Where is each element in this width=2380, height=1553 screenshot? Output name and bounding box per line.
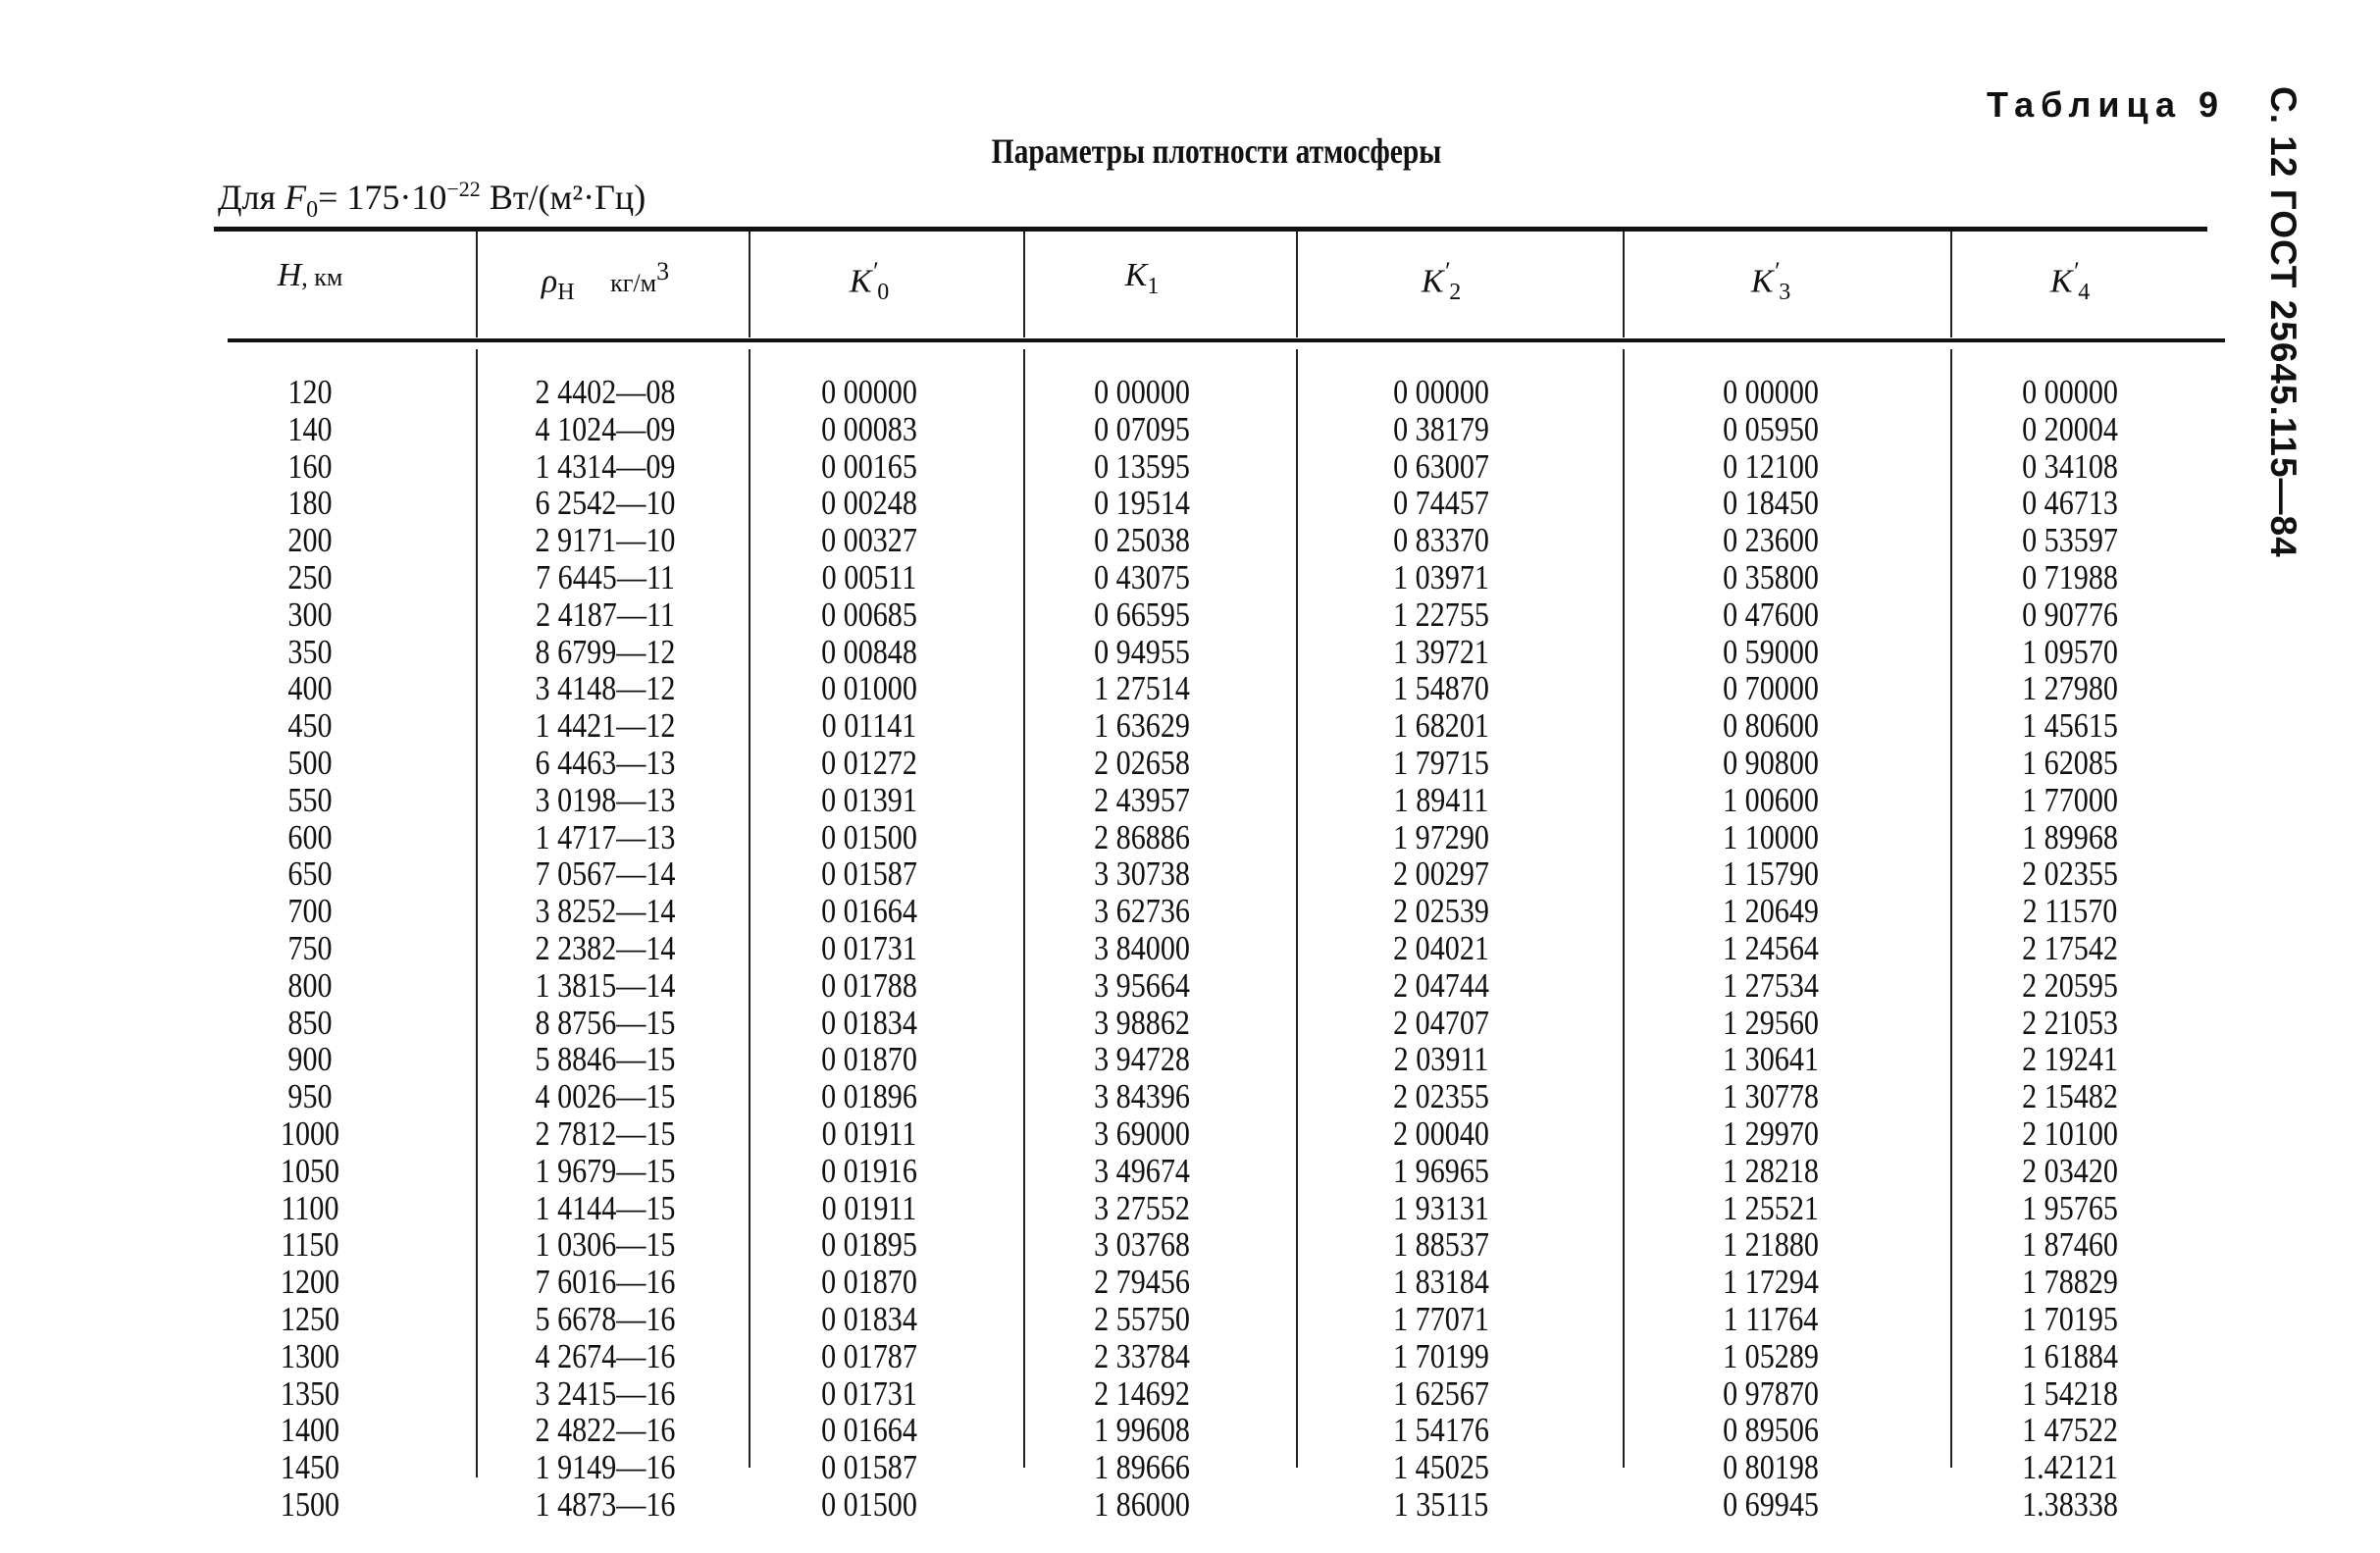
cell-k4: 1.42121 [2022,1448,2118,1487]
cell-k4: 1 89968 [2022,817,2118,856]
cell-k3: 0 59000 [1723,632,1819,671]
cell-k3: 0 80600 [1723,706,1819,746]
cell-k0: 0 00083 [821,409,917,448]
cell-k3: 1 29970 [1723,1114,1819,1153]
cell-altitude: 200 [287,521,333,560]
cell-altitude: 1100 [281,1188,339,1227]
cell-k2: 1 54870 [1393,669,1489,708]
cell-k3: 1 05289 [1723,1336,1819,1375]
cell-k4: 1 27980 [2022,669,2118,708]
cell-k0: 0 01896 [821,1077,917,1116]
cell-k2: 1 22755 [1393,595,1489,634]
header-unit: кг/м [603,269,657,298]
cell-altitude: 1300 [280,1336,340,1375]
cell-k3: 1 29560 [1723,1003,1819,1042]
cell-k2: 0 83370 [1393,521,1489,560]
cell-altitude: 750 [287,929,333,967]
column-divider [1023,232,1025,337]
cell-k3: 1 25521 [1723,1188,1819,1227]
cell-k2: 2 00297 [1393,854,1489,894]
header-symbol: K [1124,257,1148,293]
cell-k4: 2 15482 [2022,1077,2118,1116]
column-divider [749,232,750,337]
cell-k3: 0 69945 [1723,1485,1819,1524]
cell-density: 1 4717—13 [535,817,676,856]
cell-k4: 1 61884 [2022,1336,2118,1375]
column-divider [476,232,478,337]
cell-k1: 3 62736 [1094,892,1190,931]
cell-altitude: 850 [287,1003,333,1042]
cell-k4: 0 53597 [2022,521,2118,560]
cell-k1: 3 69000 [1094,1114,1190,1153]
cell-k0: 0 01895 [821,1225,917,1265]
cell-k4: 0 34108 [2022,446,2118,486]
header-subscript: 0 [877,280,890,306]
header-symbol: H [277,257,302,293]
header-bottom-rule [228,338,2225,342]
cell-k0: 0 00848 [821,632,917,671]
page-header-vertical [2247,86,2303,558]
cell-k2: 0 38179 [1393,409,1489,448]
header-subscript: 4 [2078,280,2091,306]
cell-altitude: 400 [287,669,333,708]
cell-k2: 2 02355 [1393,1077,1489,1116]
cell-k2: 0 74457 [1393,484,1489,523]
cell-altitude: 650 [287,854,333,894]
cell-k4: 2 20595 [2022,965,2118,1005]
cell-k0: 0 00685 [821,595,917,634]
cell-density: 4 0026—15 [535,1077,676,1116]
cell-k4: 1 09570 [2022,632,2118,671]
cell-k2: 1 35115 [1393,1485,1489,1524]
cell-density: 8 6799—12 [535,632,676,671]
cell-altitude: 250 [287,558,333,596]
cell-k1: 2 02658 [1094,744,1190,782]
cell-k3: 0 05950 [1723,409,1819,448]
cell-k2: 1 70199 [1393,1336,1489,1375]
column-header-k1 [1014,257,1269,300]
cell-k3: 1 20649 [1723,892,1819,931]
column-header-k3 [1643,257,1898,306]
cell-k1: 2 55750 [1094,1300,1190,1338]
cell-k4: 2 11570 [2022,892,2118,931]
cell-k2: 1 68201 [1393,706,1489,746]
cell-density: 5 8846—15 [535,1040,676,1079]
column-header-k0 [742,257,997,306]
table-number-label: Таблица 9 [1987,84,2226,125]
cell-density: 3 4148—12 [535,669,676,708]
cell-k1: 3 94728 [1094,1040,1190,1079]
header-subscript: 1 [1147,273,1160,299]
cell-altitude: 600 [287,817,333,856]
subtitle-unit: Вт/(м²·Гц) [480,178,647,217]
cell-k4: 2 19241 [2022,1040,2118,1079]
cell-k0: 0 01664 [821,892,917,931]
cell-k0: 0 00511 [821,558,917,596]
cell-altitude: 1200 [280,1263,340,1302]
cell-k0: 0 01587 [821,854,917,894]
cell-k1: 1 99608 [1094,1411,1190,1450]
cell-density: 6 4463—13 [535,744,676,782]
cell-k2: 1 77071 [1393,1300,1489,1338]
cell-k1: 0 07095 [1094,409,1190,448]
header-symbol: ρ [541,263,558,300]
cell-k3: 0 23600 [1723,521,1819,560]
cell-k3: 0 97870 [1723,1373,1819,1413]
cell-k1: 0 25038 [1094,521,1190,560]
cell-k1: 1 27514 [1094,669,1190,708]
cell-k3: 1 28218 [1723,1151,1819,1190]
cell-k0: 0 01391 [821,780,917,819]
cell-density: 1 4314—09 [535,446,676,486]
header-subscript: 3 [1779,280,1791,306]
cell-k3: 0 47600 [1723,595,1819,634]
cell-altitude: 1350 [280,1373,340,1413]
cell-k2: 1 79715 [1393,744,1489,782]
cell-k1: 0 00000 [1094,373,1190,411]
cell-k2: 2 03911 [1393,1040,1489,1079]
cell-k1: 3 27552 [1094,1188,1190,1227]
cell-k0: 0 01272 [821,744,917,782]
column-divider [1950,232,1952,337]
cell-k0: 0 01787 [821,1336,917,1375]
cell-altitude: 450 [287,706,333,746]
cell-k4: 2 17542 [2022,929,2118,967]
cell-k4: 2 02355 [2022,854,2118,894]
cell-k1: 3 84396 [1094,1077,1190,1116]
column-divider [1296,232,1298,337]
subtitle-prefix: Для [218,178,285,217]
cell-altitude: 1400 [280,1411,340,1450]
cell-k0: 0 01870 [821,1263,917,1302]
cell-density: 1 4421—12 [535,706,676,746]
cell-k0: 0 01664 [821,1411,917,1450]
cell-k0: 0 01834 [821,1300,917,1338]
cell-density: 4 2674—16 [535,1336,676,1375]
cell-k2: 1 62567 [1393,1373,1489,1413]
cell-k2: 1 39721 [1393,632,1489,671]
column-header-density [478,257,733,306]
cell-altitude: 1050 [280,1151,340,1190]
cell-altitude: 950 [287,1077,333,1116]
cell-k3: 1 00600 [1723,780,1819,819]
column-divider [1950,349,1952,1468]
column-divider [1623,349,1625,1468]
cell-k2: 2 02539 [1393,892,1489,931]
column-divider [1296,349,1298,1468]
cell-k4: 1.38338 [2022,1485,2118,1524]
cell-altitude: 350 [287,632,333,671]
cell-k1: 2 33784 [1094,1336,1190,1375]
cell-k1: 0 19514 [1094,484,1190,523]
cell-density: 4 1024—09 [535,409,676,448]
cell-k1: 1 86000 [1094,1485,1190,1524]
cell-k4: 0 20004 [2022,409,2118,448]
cell-k1: 3 03768 [1094,1225,1190,1265]
cell-altitude: 300 [287,595,333,634]
cell-k4: 1 77000 [2022,780,2118,819]
cell-k1: 3 30738 [1094,854,1190,894]
header-prime: ′ [1443,257,1450,285]
cell-k0: 0 01788 [821,965,917,1005]
cell-altitude: 180 [287,484,333,523]
cell-density: 7 0567—14 [535,854,676,894]
cell-k2: 1 89411 [1393,780,1489,819]
header-subscript: 2 [1449,280,1462,306]
cell-density: 1 9679—15 [535,1151,676,1190]
cell-density: 1 9149—16 [535,1448,676,1487]
cell-density: 8 8756—15 [535,1003,676,1042]
cell-density: 2 4402—08 [535,373,676,411]
table-subtitle [218,177,646,224]
cell-altitude: 1150 [281,1225,339,1265]
cell-k3: 0 00000 [1723,373,1819,411]
cell-k1: 2 14692 [1094,1373,1190,1413]
cell-k2: 1 96965 [1393,1151,1489,1190]
cell-altitude: 550 [287,780,333,819]
cell-k3: 1 11764 [1723,1300,1819,1338]
cell-k0: 0 00000 [821,373,917,411]
cell-k1: 0 94955 [1094,632,1190,671]
cell-k1: 2 43957 [1094,780,1190,819]
cell-k3: 1 21880 [1723,1225,1819,1265]
cell-k3: 0 90800 [1723,744,1819,782]
column-header-k2 [1314,257,1569,306]
cell-k1: 0 43075 [1094,558,1190,596]
cell-k4: 2 21053 [2022,1003,2118,1042]
cell-k3: 1 24564 [1723,929,1819,967]
cell-altitude: 120 [287,373,333,411]
cell-k4: 0 71988 [2022,558,2118,596]
cell-k4: 0 00000 [2022,373,2118,411]
cell-k2: 1 93131 [1393,1188,1489,1227]
cell-k4: 1 45615 [2022,706,2118,746]
cell-k1: 2 79456 [1094,1263,1190,1302]
cell-k3: 1 15790 [1723,854,1819,894]
cell-density: 2 9171—10 [535,521,676,560]
cell-k2: 1 54176 [1393,1411,1489,1450]
header-symbol: K [849,263,872,300]
cell-k4: 0 46713 [2022,484,2118,523]
cell-k4: 2 03420 [2022,1151,2118,1190]
cell-k1: 3 49674 [1094,1151,1190,1190]
cell-k4: 1 47522 [2022,1411,2118,1450]
cell-k2: 2 04744 [1393,965,1489,1005]
cell-density: 3 0198—13 [535,780,676,819]
cell-altitude: 1500 [280,1485,340,1524]
cell-density: 3 8252—14 [535,892,676,931]
cell-density: 2 4822—16 [535,1411,676,1450]
cell-density: 5 6678—16 [535,1300,676,1338]
cell-density: 6 2542—10 [535,484,676,523]
cell-k0: 0 01500 [821,1485,917,1524]
cell-altitude: 140 [287,409,333,448]
header-symbol: K [1750,263,1774,300]
cell-k2: 2 04707 [1393,1003,1489,1042]
cell-density: 7 6445—11 [536,558,675,596]
cell-altitude: 500 [287,744,333,782]
column-divider [1623,232,1625,337]
header-prime: ′ [1773,257,1780,285]
cell-k0: 0 01587 [821,1448,917,1487]
header-unit: , км [301,263,343,291]
cell-k2: 1 88537 [1393,1225,1489,1265]
cell-k1: 3 84000 [1094,929,1190,967]
cell-k2: 0 00000 [1393,373,1489,411]
cell-density: 1 4873—16 [535,1485,676,1524]
cell-altitude: 800 [287,965,333,1005]
cell-k0: 0 01916 [821,1151,917,1190]
cell-k0: 0 01000 [821,669,917,708]
cell-density: 1 4144—15 [535,1188,676,1227]
cell-k0: 0 01141 [821,706,917,746]
cell-k2: 1 03971 [1393,558,1489,596]
cell-altitude: 700 [287,892,333,931]
cell-k0: 0 01500 [821,817,917,856]
header-subscript: H [557,280,575,306]
column-divider [749,349,750,1468]
cell-altitude: 1000 [280,1114,340,1153]
cell-k2: 0 63007 [1393,446,1489,486]
cell-k4: 1 95765 [2022,1188,2118,1227]
cell-k3: 1 10000 [1723,817,1819,856]
cell-density: 2 2382—14 [535,929,676,967]
header-prime: ′ [871,257,878,285]
header-prime: ′ [2072,257,2079,285]
column-divider [1023,349,1025,1468]
cell-k2: 2 00040 [1393,1114,1489,1153]
cell-k4: 1 87460 [2022,1225,2118,1265]
cell-k0: 0 01911 [821,1114,917,1153]
cell-density: 2 7812—15 [535,1114,676,1153]
cell-k0: 0 00165 [821,446,917,486]
cell-k2: 1 97290 [1393,817,1489,856]
header-unit-exp: 3 [656,257,670,285]
cell-k3: 1 27534 [1723,965,1819,1005]
cell-k3: 1 30641 [1723,1040,1819,1079]
cell-k3: 1 30778 [1723,1077,1819,1116]
cell-k3: 1 17294 [1723,1263,1819,1302]
cell-k4: 0 90776 [2022,595,2118,634]
standard-reference: С. 12 ГОСТ 25645.115—84 [2263,86,2303,558]
cell-k4: 1 54218 [2022,1373,2118,1413]
cell-k1: 0 13595 [1094,446,1190,486]
cell-k1: 0 66595 [1094,595,1190,634]
cell-k3: 0 18450 [1723,484,1819,523]
cell-density: 1 3815—14 [535,965,676,1005]
cell-k1: 3 98862 [1094,1003,1190,1042]
cell-k2: 1 45025 [1393,1448,1489,1487]
cell-density: 2 4187—11 [536,595,675,634]
cell-k0: 0 01911 [821,1188,917,1227]
cell-density: 7 6016—16 [535,1263,676,1302]
subtitle-exp: −22 [446,177,481,201]
table-title: Параметры плотности атмосферы [991,131,1442,171]
cell-k0: 0 00248 [821,484,917,523]
table-top-rule [214,227,2207,232]
cell-density: 3 2415—16 [535,1373,676,1413]
column-header-k4 [1942,257,2198,306]
cell-k4: 2 10100 [2022,1114,2118,1153]
column-header-altitude [182,257,438,294]
cell-altitude: 160 [287,446,333,486]
cell-k0: 0 01731 [821,1373,917,1413]
header-symbol: K [1421,263,1444,300]
subtitle-symbol-sub: 0 [306,197,319,224]
cell-k4: 1 70195 [2022,1300,2118,1338]
cell-k1: 1 63629 [1094,706,1190,746]
cell-altitude: 1250 [280,1300,340,1338]
cell-k3: 0 89506 [1723,1411,1819,1450]
cell-k0: 0 01870 [821,1040,917,1079]
cell-k4: 1 62085 [2022,744,2118,782]
cell-k4: 1 78829 [2022,1263,2118,1302]
cell-k1: 2 86886 [1094,817,1190,856]
cell-altitude: 1450 [280,1448,340,1487]
cell-k3: 0 80198 [1723,1448,1819,1487]
cell-k1: 3 95664 [1094,965,1190,1005]
cell-k0: 0 01731 [821,929,917,967]
column-divider [476,349,478,1477]
subtitle-symbol: F [285,178,307,217]
cell-k2: 1 83184 [1393,1263,1489,1302]
cell-altitude: 900 [287,1040,333,1079]
subtitle-eq: = 175·10 [318,178,447,217]
header-symbol: K [2049,263,2073,300]
cell-k2: 2 04021 [1393,929,1489,967]
cell-k0: 0 01834 [821,1003,917,1042]
cell-k1: 1 89666 [1094,1448,1190,1487]
cell-k3: 0 70000 [1723,669,1819,708]
cell-k3: 0 35800 [1723,558,1819,596]
cell-density: 1 0306—15 [535,1225,676,1265]
cell-k0: 0 00327 [821,521,917,560]
cell-k3: 0 12100 [1723,446,1819,486]
